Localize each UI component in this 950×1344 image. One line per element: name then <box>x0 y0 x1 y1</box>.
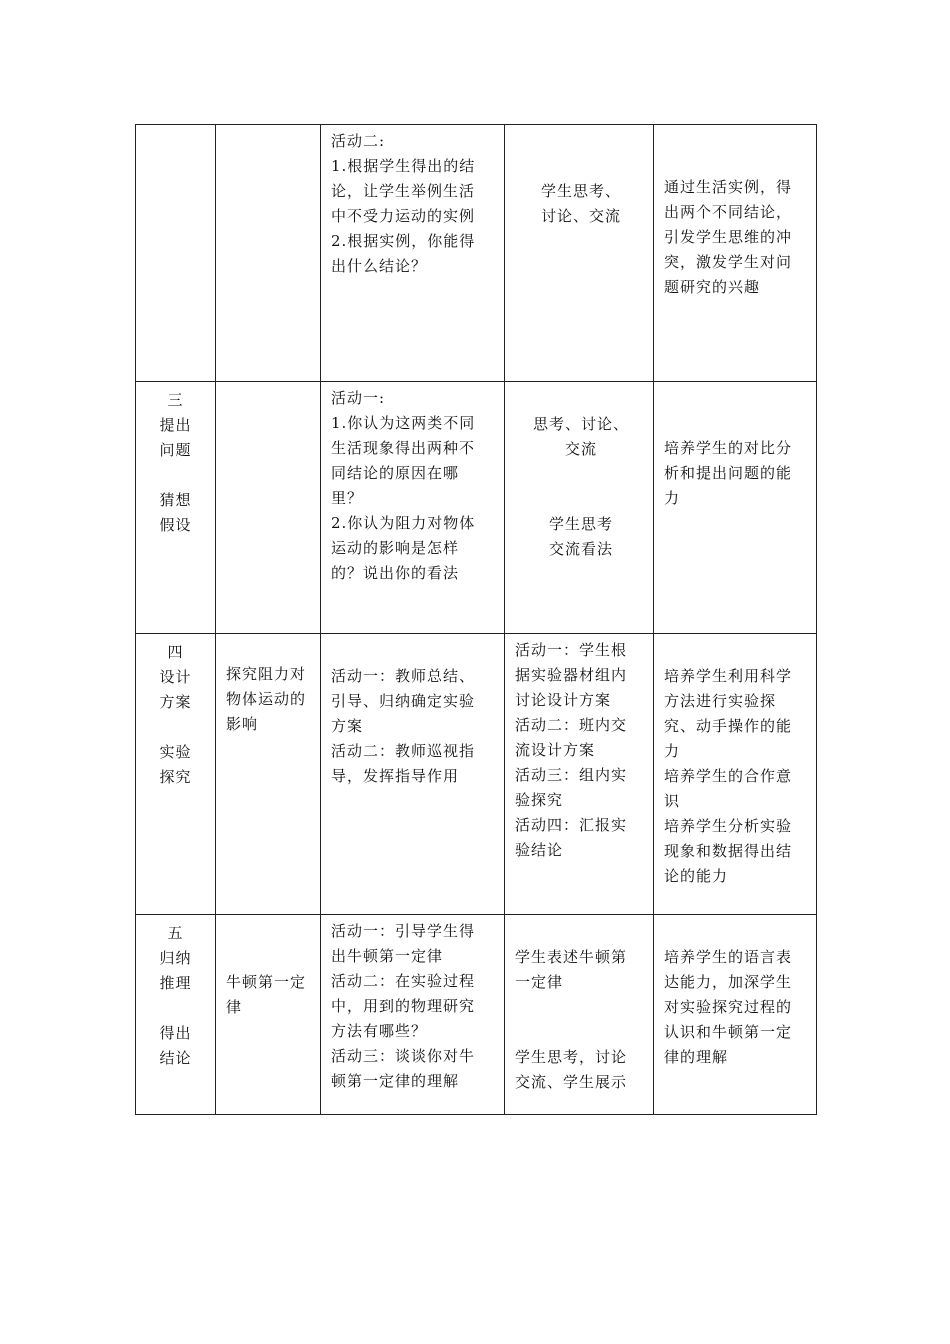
student-activity-cell: 思考、讨论、 交流 学生思考 交流看法 <box>505 382 654 634</box>
stage-cell: 三 提出 问题 猜想 假设 <box>136 382 216 634</box>
design-intent-cell: 培养学生的语言表 达能力，加深学生 对实验探究过程的 认识和牛顿第一定 律的理解 <box>654 915 817 1115</box>
stage-cell: 五 归纳 推理 得出 结论 <box>136 915 216 1115</box>
table-row <box>136 634 817 915</box>
topic-cell <box>216 125 321 382</box>
student-activity-cell: 活动一：学生根 据实验器材组内 讨论设计方案 活动二：班内交 流设计方案 活动三：组内实 验探究 活动四：汇报实 验结论 <box>505 634 654 915</box>
stage-cell <box>136 125 216 382</box>
teacher-activity-cell: 活动一: 1.你认为这两类不同 生活现象得出两种不 同结论的原因在哪 里？ 2.你认为阻力对物体 运动的影响是怎样 的？说出你的看法 <box>321 382 505 634</box>
topic-cell <box>216 382 321 634</box>
topic-cell: 牛顿第一定 律 <box>216 915 321 1115</box>
student-activity-cell: 学生思考、 讨论、交流 <box>505 125 654 382</box>
teacher-activity-cell: 活动二: 1.根据学生得出的结 论，让学生举例生活 中不受力运动的实例 2.根据实例，你能得 出什么结论？ <box>321 125 505 382</box>
stage-cell: 四 设计 方案 实验 探究 <box>136 634 216 915</box>
teacher-activity-cell: 活动一：引导学生得 出牛顿第一定律 活动二：在实验过程 中，用到的物理研究 方法有哪些？ 活动三：谈谈你对牛 顿第一定律的理解 <box>321 915 505 1115</box>
table-row <box>136 125 817 382</box>
design-intent-cell: 通过生活实例，得 出两个不同结论， 引发学生思维的冲 突，激发学生对问 题研究的兴趣 <box>654 125 817 382</box>
student-activity-cell: 学生表述牛顿第 一定律 学生思考，讨论 交流、学生展示 <box>505 915 654 1115</box>
table-row <box>136 382 817 634</box>
design-intent-cell: 培养学生的对比分 析和提出问题的能 力 <box>654 382 817 634</box>
design-intent-cell: 培养学生利用科学 方法进行实验探 究、动手操作的能 力 培养学生的合作意 识 培养学生分析实验 现象和数据得出结 论的能力 <box>654 634 817 915</box>
lesson-plan-table <box>135 124 817 1115</box>
teacher-activity-cell: 活动一：教师总结、 引导、归纳确定实验 方案 活动二：教师巡视指 导，发挥指导作用 <box>321 634 505 915</box>
table-row <box>136 915 817 1115</box>
topic-cell: 探究阻力对 物体运动的 影响 <box>216 634 321 915</box>
